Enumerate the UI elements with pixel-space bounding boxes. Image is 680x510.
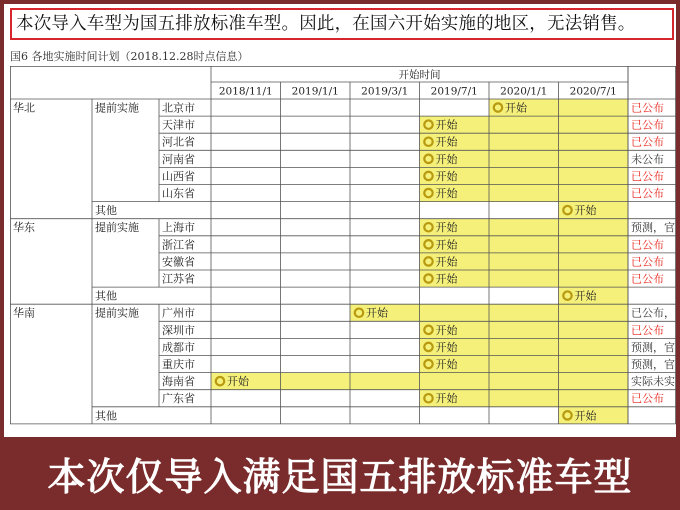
region-label: 华南 (13, 306, 35, 320)
region-label: 华东 (13, 221, 35, 235)
start-marker-icon (424, 240, 432, 248)
status-label: 已公布 (631, 169, 664, 183)
province-label: 河南省 (162, 152, 195, 166)
province-label: 重庆市 (162, 358, 195, 371)
category-label: 其他 (95, 204, 117, 218)
start-marker-icon (424, 223, 432, 231)
status-label: 已公布， (631, 306, 675, 320)
province-label: 江苏省 (162, 272, 195, 286)
status-label: 已公布 (631, 323, 664, 337)
province-label: 海南省 (162, 375, 195, 389)
status-label: 已公布 (631, 255, 664, 269)
start-marker-icon (424, 326, 432, 334)
category-label: 提前实施 (95, 221, 139, 235)
province-label: 浙江省 (162, 238, 195, 252)
start-marker-label: 开始 (435, 255, 458, 269)
start-marker-label: 开始 (435, 221, 458, 235)
start-marker-label: 开始 (435, 135, 458, 149)
status-label: 已公布 (631, 135, 664, 149)
start-marker-icon (563, 206, 571, 214)
status-label: 已公布 (631, 238, 664, 252)
start-marker-label: 开始 (435, 238, 458, 252)
start-marker-label: 开始 (435, 169, 458, 183)
category-label: 其他 (95, 289, 117, 303)
start-marker-icon (424, 189, 432, 197)
header-group-label: 开始时间 (398, 69, 441, 81)
start-marker-icon (424, 343, 432, 351)
start-marker-icon (424, 155, 432, 163)
status-label: 已公布 (631, 118, 664, 132)
status-label: 已公布 (631, 187, 664, 200)
status-label: 已公布 (631, 101, 664, 115)
headline-text: 本次导入车型为国五排放标准车型。因此，在国六开始实施的地区，无法销售。 (16, 14, 636, 34)
start-marker-icon (424, 360, 432, 368)
start-marker-label: 开始 (435, 340, 458, 354)
start-marker-label: 开始 (366, 306, 388, 320)
start-marker-icon (424, 120, 432, 128)
date-header-4: 2020/1/1 (500, 85, 548, 98)
implementation-schedule-table (10, 66, 676, 434)
province-label: 河北省 (162, 135, 195, 149)
province-label: 山东省 (162, 187, 195, 200)
start-marker-label: 开始 (574, 289, 597, 303)
province-label: 广东省 (162, 392, 195, 406)
banner-text: 本次仅导入满足国五排放标准车型 (47, 455, 633, 499)
date-header-1: 2019/1/1 (291, 85, 339, 98)
status-label: 实际未实 (631, 375, 675, 389)
status-label: 预测，官 (631, 358, 675, 371)
province-label: 上海市 (162, 221, 195, 235)
start-marker-icon (563, 411, 571, 419)
start-marker-label: 开始 (435, 152, 458, 166)
province-label: 天津市 (162, 118, 195, 132)
status-label: 未公布 (631, 152, 664, 166)
start-marker-icon (424, 138, 432, 146)
date-header-0: 2018/11/1 (218, 85, 273, 98)
start-marker-icon (424, 257, 432, 265)
start-marker-label: 开始 (435, 323, 458, 337)
start-marker-label: 开始 (574, 204, 597, 218)
status-label: 预测，官 (631, 221, 675, 235)
province-label: 成都市 (162, 340, 195, 354)
province-label: 深圳市 (162, 323, 195, 337)
start-marker-icon (424, 274, 432, 282)
start-marker-icon (563, 291, 571, 299)
category-label: 其他 (95, 409, 117, 423)
region-label: 华北 (13, 101, 35, 115)
start-marker-icon (355, 309, 363, 317)
status-label: 预测，官 (631, 340, 675, 354)
start-marker-icon (424, 172, 432, 180)
category-label: 提前实施 (95, 101, 139, 115)
start-marker-icon (424, 394, 432, 402)
start-marker-label: 开始 (435, 392, 458, 406)
category-label: 提前实施 (95, 306, 139, 320)
province-label: 安徽省 (162, 255, 195, 269)
start-marker-label: 开始 (227, 375, 249, 389)
start-marker-icon (216, 377, 224, 385)
table-caption: 国6 各地实施时间计划（2018.12.28时点信息） (10, 50, 249, 63)
date-header-2: 2019/3/1 (361, 85, 409, 98)
province-label: 广州市 (162, 306, 195, 320)
start-marker-label: 开始 (435, 272, 458, 286)
start-marker-icon (494, 103, 502, 111)
start-marker-label: 开始 (435, 118, 458, 132)
province-label: 北京市 (162, 101, 195, 115)
start-marker-label: 开始 (435, 358, 458, 371)
bottom-banner (0, 437, 680, 510)
status-label: 已公布 (631, 272, 664, 286)
status-label: 已公布 (631, 392, 664, 406)
start-marker-label: 开始 (435, 187, 458, 200)
date-header-5: 2020/7/1 (569, 85, 617, 98)
province-label: 山西省 (162, 169, 195, 183)
date-header-3: 2019/7/1 (430, 85, 478, 98)
headline-box (10, 8, 674, 40)
start-marker-label: 开始 (574, 409, 597, 423)
start-marker-label: 开始 (505, 101, 527, 115)
